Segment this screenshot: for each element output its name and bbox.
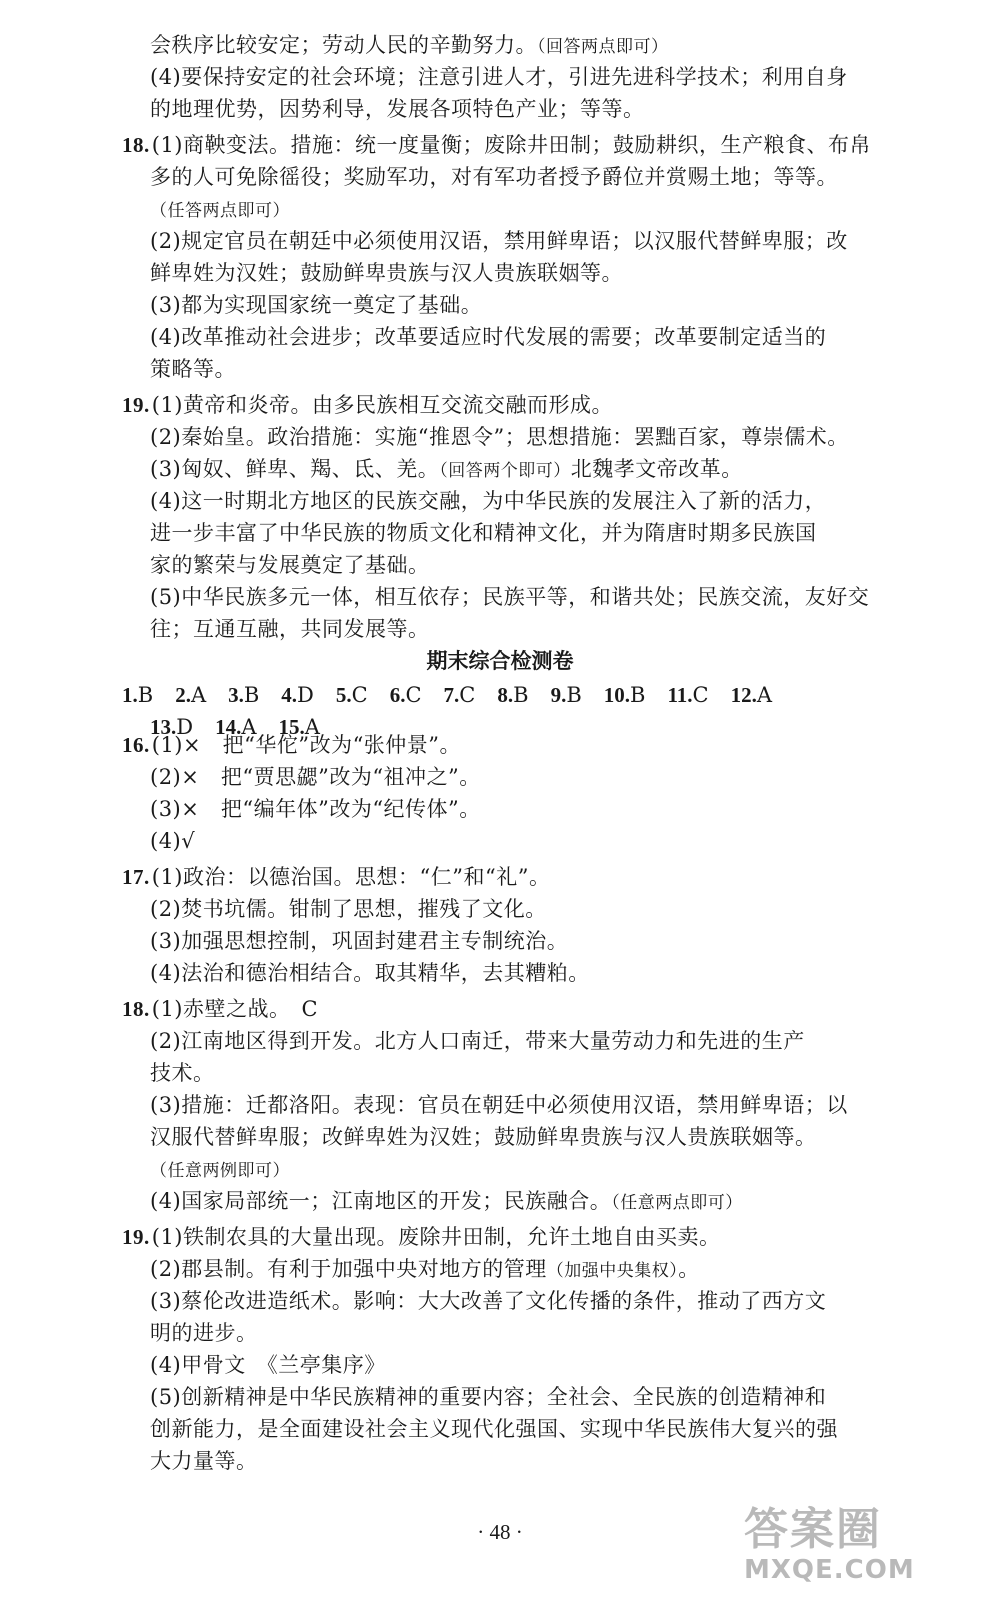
- answer-note: （任答两点即可）: [150, 201, 290, 221]
- mc-answer: [336, 680, 368, 710]
- answer-line: [150, 194, 950, 226]
- answer-line: [150, 162, 950, 192]
- answer-text: (1)商鞅变法。措施：统一度量衡；废除井田制；鼓励耕织，生产粮食、布帛: [151, 133, 871, 157]
- mc-answer: [122, 680, 153, 710]
- answer-text: (3)措施：迁都洛阳。表现：官员在朝廷中必须使用汉语，禁用鲜卑语；以: [150, 1093, 848, 1117]
- mc-question-number: 14.: [215, 715, 242, 739]
- answer-text: (1)政治：以德治国。思想：“仁”和“礼”。: [151, 865, 551, 889]
- answer-line: [150, 30, 950, 62]
- answer-text: 策略等。: [150, 357, 236, 381]
- mc-answer: [279, 712, 320, 742]
- mc-answer: [731, 680, 772, 710]
- mc-choice: C: [351, 683, 368, 707]
- answer-line: [150, 1350, 950, 1380]
- answer-line: [122, 1222, 922, 1252]
- mc-question-number: 4.: [281, 683, 298, 707]
- answer-text: (4)要保持安定的社会环境；注意引进人才，引进先进科学技术；利用自身: [150, 65, 848, 89]
- answer-line: [150, 1122, 950, 1152]
- answer-text: (3)加强思想控制，巩固封建君主专制统治。: [150, 929, 569, 953]
- mc-choice: C: [692, 683, 709, 707]
- answer-text: (4)√: [150, 829, 196, 853]
- answer-line: [150, 894, 950, 924]
- answer-line: [150, 614, 950, 644]
- question-number: 18.: [122, 133, 150, 157]
- page-number: · 48 ·: [477, 1520, 523, 1544]
- answer-line: [150, 94, 950, 124]
- answer-line: [150, 550, 950, 580]
- mc-question-number: 15.: [278, 715, 305, 739]
- answer-line: [150, 582, 950, 612]
- answer-line: [122, 862, 922, 892]
- answer-note: （任意两例即可）: [150, 1161, 290, 1181]
- watermark-cn: 答案圈: [744, 1504, 882, 1555]
- answer-line: [150, 794, 950, 824]
- answer-text: 鲜卑姓为汉姓；鼓励鲜卑贵族与汉人贵族联姻等。: [150, 261, 623, 285]
- mc-choice: D: [297, 683, 314, 707]
- answer-line: [150, 926, 950, 956]
- mc-choice: D: [176, 715, 194, 739]
- mc-question-number: 13.: [150, 715, 177, 739]
- answer-line: [150, 1286, 950, 1316]
- answer-text: (2)规定官员在朝廷中必须使用汉语，禁用鲜卑语；以汉服代替鲜卑服；改: [150, 229, 848, 253]
- answer-text: 技术。: [150, 1061, 215, 1085]
- answer-line: [150, 422, 950, 452]
- answer-line: [150, 1058, 950, 1088]
- answer-line: [150, 290, 950, 320]
- answer-text: (5)中华民族多元一体，相互依存；民族平等，和谐共处；民族交流，友好交: [150, 585, 870, 609]
- mc-question-number: 10.: [603, 683, 630, 707]
- mc-question-number: 7.: [443, 683, 460, 707]
- mc-answer: [281, 680, 314, 710]
- mc-choice: B: [630, 683, 646, 707]
- mc-answer: [175, 680, 206, 710]
- answer-text: (2)郡县制。有利于加强中央对地方的管理: [150, 1257, 547, 1281]
- answer-note: （任意两点即可）: [611, 1193, 743, 1213]
- mc-choice: A: [304, 715, 320, 739]
- answer-line: [150, 486, 950, 516]
- question-number: 16.: [122, 733, 150, 757]
- answer-line: [122, 390, 922, 420]
- answer-text: 进一步丰富了中华民族的物质文化和精神文化，并为隋唐时期多民族国: [150, 521, 817, 545]
- answer-note: （回答两个即可）: [439, 461, 571, 481]
- answer-line: [150, 226, 950, 256]
- mc-answer: [444, 680, 476, 710]
- question-number: 19.: [122, 393, 150, 417]
- answer-line: [150, 1414, 950, 1444]
- answer-text: (3)蔡伦改进造纸术。影响：大大改善了文化传播的条件，推动了西方文: [150, 1289, 827, 1313]
- answer-text-tail: 。: [678, 1257, 700, 1281]
- mc-answer: [215, 712, 256, 742]
- answer-text: (1)× 把“华佗”改为“张仲景”。: [151, 733, 462, 757]
- mc-question-number: 6.: [389, 683, 406, 707]
- mc-choice: A: [756, 683, 773, 707]
- answer-line: [150, 1254, 950, 1286]
- mc-question-number: 1.: [122, 683, 138, 707]
- answer-text: 大力量等。: [150, 1449, 258, 1473]
- mc-question-number: 9.: [550, 683, 567, 707]
- mc-choice: B: [137, 683, 154, 707]
- answer-text: 的地理优势，因势利导，发展各项特色产业；等等。: [150, 97, 645, 121]
- answer-text: (4)国家局部统一；江南地区的开发；民族融合。: [150, 1189, 612, 1213]
- mc-choice: B: [243, 683, 260, 707]
- answer-line: [150, 454, 950, 486]
- answer-text: (1)铁制农具的大量出现。废除井田制，允许土地自由买卖。: [151, 1225, 721, 1249]
- mc-answer: [390, 680, 422, 710]
- watermark-logo: [744, 1505, 984, 1595]
- mc-choice: C: [405, 683, 422, 707]
- question-number: 18.: [122, 997, 150, 1021]
- mc-answer: [497, 680, 528, 710]
- mc-answer: [228, 680, 259, 710]
- answer-text: (4)这一时期北方地区的民族交融，为中华民族的发展注入了新的活力，: [150, 489, 827, 513]
- mc-choice: C: [459, 683, 476, 707]
- answer-text: (3)都为实现国家统一奠定了基础。: [150, 293, 483, 317]
- mc-answer: [551, 680, 582, 710]
- answer-text-tail: 北魏孝文帝改革。: [570, 457, 743, 481]
- answer-text: 创新能力，是全面建设社会主义现代化强国、实现中华民族伟大复兴的强: [150, 1417, 838, 1441]
- mc-question-number: 2.: [175, 683, 191, 707]
- answer-text: 会秩序比较安定；劳动人民的辛勤努力。: [150, 33, 537, 57]
- answer-line: [150, 258, 950, 288]
- answer-text: (1)黄帝和炎帝。由多民族相互交流交融而形成。: [151, 393, 613, 417]
- multiple-choice-row-2: [150, 712, 342, 742]
- mc-answer: [604, 680, 646, 710]
- answer-line: [150, 1382, 950, 1412]
- answer-line: [150, 62, 950, 92]
- answer-line: [150, 1090, 950, 1120]
- answer-line: [150, 1154, 950, 1186]
- answer-text: (4)甲骨文 《兰亭集序》: [150, 1353, 386, 1377]
- answer-text: (3)匈奴、鲜卑、羯、氐、羌。: [150, 457, 440, 481]
- watermark-en: MXQE.COM: [744, 1555, 915, 1585]
- answer-line: [122, 130, 922, 160]
- answer-text: 汉服代替鲜卑服；改鲜卑姓为汉姓；鼓励鲜卑贵族与汉人贵族联姻等。: [150, 1125, 817, 1149]
- answer-text: (4)法治和德治相结合。取其精华，去其糟粕。: [150, 961, 590, 985]
- answer-line: [150, 762, 950, 792]
- answer-line: [150, 322, 950, 352]
- answer-line: [150, 1026, 950, 1056]
- mc-answer: [667, 680, 708, 710]
- mc-choice: B: [513, 683, 529, 707]
- mc-question-number: 11.: [667, 683, 693, 707]
- answer-line: [150, 518, 950, 548]
- answer-text: (1)赤壁之战。 C: [151, 997, 319, 1021]
- answer-line: [122, 994, 922, 1024]
- answer-text: (5)创新精神是中华民族精神的重要内容；全社会、全民族的创造精神和: [150, 1385, 827, 1409]
- answer-line: [150, 354, 950, 384]
- answer-text: (4)改革推动社会进步；改革要适应时代发展的需要；改革要制定适当的: [150, 325, 827, 349]
- mc-choice: B: [566, 683, 582, 707]
- answer-text: (2)江南地区得到开发。北方人口南迁，带来大量劳动力和先进的生产: [150, 1029, 805, 1053]
- answer-text: (3)× 把“编年体”改为“纪传体”。: [150, 797, 481, 821]
- mc-question-number: 3.: [228, 683, 244, 707]
- answer-line: [150, 958, 950, 988]
- mc-choice: A: [241, 715, 257, 739]
- answer-text: 往；互通互融，共同发展等。: [150, 617, 430, 641]
- answer-note: （加强中央集权）: [546, 1261, 679, 1281]
- answer-text: (2)焚书坑儒。钳制了思想，摧残了文化。: [150, 897, 547, 921]
- answer-text: 家的繁荣与发展奠定了基础。: [150, 553, 430, 577]
- answer-text: (2)× 把“贾思勰”改为“祖冲之”。: [150, 765, 481, 789]
- multiple-choice-row-1: [122, 680, 794, 710]
- question-number: 19.: [122, 1225, 150, 1249]
- mc-question-number: 5.: [335, 683, 352, 707]
- answer-text: (2)秦始皇。政治措施：实施“推恩令”；思想措施：罢黜百家，尊崇儒术。: [150, 425, 849, 449]
- mc-answer: [150, 712, 193, 742]
- mc-question-number: 8.: [497, 683, 514, 707]
- answer-text: 多的人可免除徭役；奖励军功，对有军功者授予爵位并赏赐土地；等等。: [150, 165, 838, 189]
- answer-note: （回答两点即可）: [537, 37, 669, 57]
- mc-choice: A: [190, 683, 207, 707]
- section-title: 期末综合检测卷: [426, 649, 574, 673]
- answer-text: 明的进步。: [150, 1321, 258, 1345]
- answer-line: [150, 1186, 950, 1218]
- answer-line: [150, 1318, 950, 1348]
- question-number: 17.: [122, 865, 150, 889]
- answer-line: [150, 1446, 950, 1476]
- mc-question-number: 12.: [730, 683, 757, 707]
- answer-line: [150, 826, 950, 856]
